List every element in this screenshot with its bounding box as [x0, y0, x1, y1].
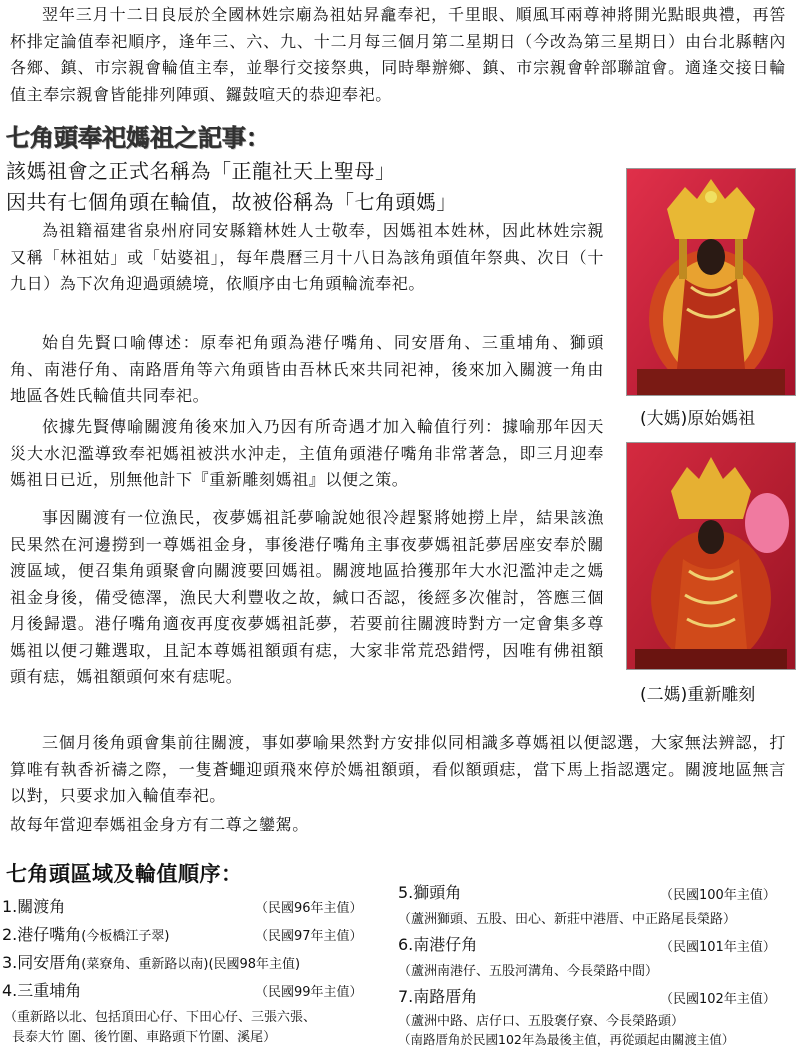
- list-item: [2, 978, 81, 1001]
- district-year: （民國100年主值）: [660, 888, 776, 903]
- list-item: [398, 880, 461, 903]
- section-heading-rotation: 七角頭區域及輪值順序：: [6, 862, 243, 886]
- story-paragraph: 事因關渡有一位漁民，夜夢媽祖託夢喻說她很冷趕緊將她撈上岸，結果該漁民果然在河邊撈到一尊媽祖金身，事後港仔嘴角主事夜夢媽祖託夢居座安奉於關渡區域，便召集角頭聚會向關渡要回媽祖。關渡地區拾獲那年大水氾濫沖走之媽祖金身後，備受德澤，漁民大利豐收之故，緘口否認，後經多次催討，答應三個月後歸還。港仔嘴角適夜再度夜夢媽祖託夢，若要前往關渡時對方一定會集多尊媽祖以便刁難選取，且記本尊媽祖額頭有痣，大家非常荒恐錯愕，因唯有佛祖額頭有痣，媽祖額頭何來有痣呢。: [10, 508, 604, 686]
- district-name: 3.同安厝角: [2, 953, 82, 972]
- district-name: 4.三重埔角: [2, 981, 82, 1000]
- list-item: [398, 932, 477, 955]
- story-paragraph: 三個月後角頭會集前往關渡，事如夢喻果然對方安排似同相識多尊媽祖以便認選，大家無法辨認，打算唯有執香祈禱之際，一隻蒼蠅迎頭飛來停於媽祖額頭，看似額頭痣，當下馬上指認選定。關渡地區無言以對，只要求加入輪值奉祀。: [10, 733, 786, 805]
- caption-original-mazu: (大媽)原始媽祖: [640, 409, 756, 429]
- district-detail: （蘆洲獅頭、五股、田心、新莊中港厝、中正路尾長榮路）: [398, 912, 737, 927]
- closing-line: 故每年當迎奉媽祖金身方有二尊之鑾駕。: [10, 815, 309, 834]
- district-year: （民國101年主值）: [660, 940, 776, 955]
- district-sub: (菜寮角、重新路以南): [81, 957, 209, 972]
- story-paragraph: 始自先賢口喻傳述：原奉祀角頭為港仔嘴角、同安厝角、三重埔角、獅頭角、南港仔角、南路厝角等六角頭皆由吾林氏來共同祀神，後來加入關渡一角由地區各姓氏輪值共同奉祀。: [10, 333, 604, 405]
- district-detail: （重新路以北、包括頂田心仔、下田心仔、三張六張、: [4, 1010, 317, 1025]
- district-name: 5.獅頭角: [398, 883, 462, 902]
- story-paragraph: 依據先賢傳喻關渡角後來加入乃因有所奇遇才加入輪值行列：據喻那年因天災大水氾濫導致奉祀媽祖被洪水沖走，主值角頭港仔嘴角非常著急，即三月迎奉媽祖日已近，別無他計下『重新雕刻媽祖』以便之策。: [10, 417, 604, 489]
- district-year: （民國99年主值）: [255, 985, 363, 1000]
- district-year: (民國98年主值): [208, 957, 301, 972]
- district-detail: （蘆洲南港仔、五股河溝角、今長榮路中間）: [398, 964, 659, 979]
- district-sub: (今板橋江子翠): [81, 929, 170, 944]
- list-item: [398, 984, 477, 1007]
- list-item: [2, 922, 169, 945]
- section-heading-records: 七角頭奉祀媽祖之記事：: [6, 124, 270, 152]
- district-detail: （蘆洲中路、店仔口、五股褒仔寮、今長榮路頭）: [398, 1014, 685, 1029]
- mazu-statue-image: [627, 169, 795, 395]
- district-year: （民國96年主值）: [255, 901, 363, 916]
- list-item: [2, 894, 65, 917]
- caption-recarved-mazu: (二媽)重新雕刻: [640, 685, 756, 705]
- district-name: 2.港仔嘴角: [2, 925, 82, 944]
- official-name-line: 該媽祖會之正式名稱為「正龍社天上聖母」: [6, 159, 396, 183]
- intro-paragraph: 翌年三月十二日良辰於全國林姓宗廟為祖姑昇龕奉祀，千里眼、順風耳兩尊神將開光點眼典禮，再筶杯排定論值奉祀順序，逢年三、六、九、十二月每三個月第二星期日（今改為第三星期日）由台北縣轄內各鄉、鎮、市宗親會輪值主奉，並舉行交接祭典，同時舉辦鄉、鎮、市宗親會幹部聯誼會。適逢交接日輪值主奉宗親會皆能排列陣頭、鑼鼓喧天的恭迎奉祀。: [10, 5, 786, 104]
- district-name: 7.南路厝角: [398, 987, 478, 1006]
- common-name-line: 因共有七個角頭在輪值，故被俗稱為「七角頭媽」: [6, 190, 457, 214]
- photo-recarved-mazu: [626, 442, 796, 670]
- list-item: [2, 950, 300, 973]
- mazu-statue-image: [627, 443, 795, 669]
- district-year: （民國102年主值）: [660, 992, 776, 1007]
- district-detail: 長泰大竹 圍、後竹圍、車路頭下竹圍、溪尾）: [12, 1030, 277, 1045]
- district-name: 1.關渡角: [2, 897, 66, 916]
- district-year: （民國97年主值）: [255, 929, 363, 944]
- district-name: 6.南港仔角: [398, 935, 478, 954]
- story-paragraph: 為祖籍福建省泉州府同安縣籍林姓人士敬奉，因媽祖本姓林，因此林姓宗親又稱「林祖姑」或「姑婆祖」，每年農曆三月十八日為該角頭值年祭典、次日（十九日）為下次角迎過頭繞境，依順序由七角頭輪流奉祀。: [10, 221, 604, 293]
- photo-original-mazu: [626, 168, 796, 396]
- rotation-note: （南路厝角於民國102年為最後主值，再從頭起由關渡主值）: [398, 1032, 735, 1047]
